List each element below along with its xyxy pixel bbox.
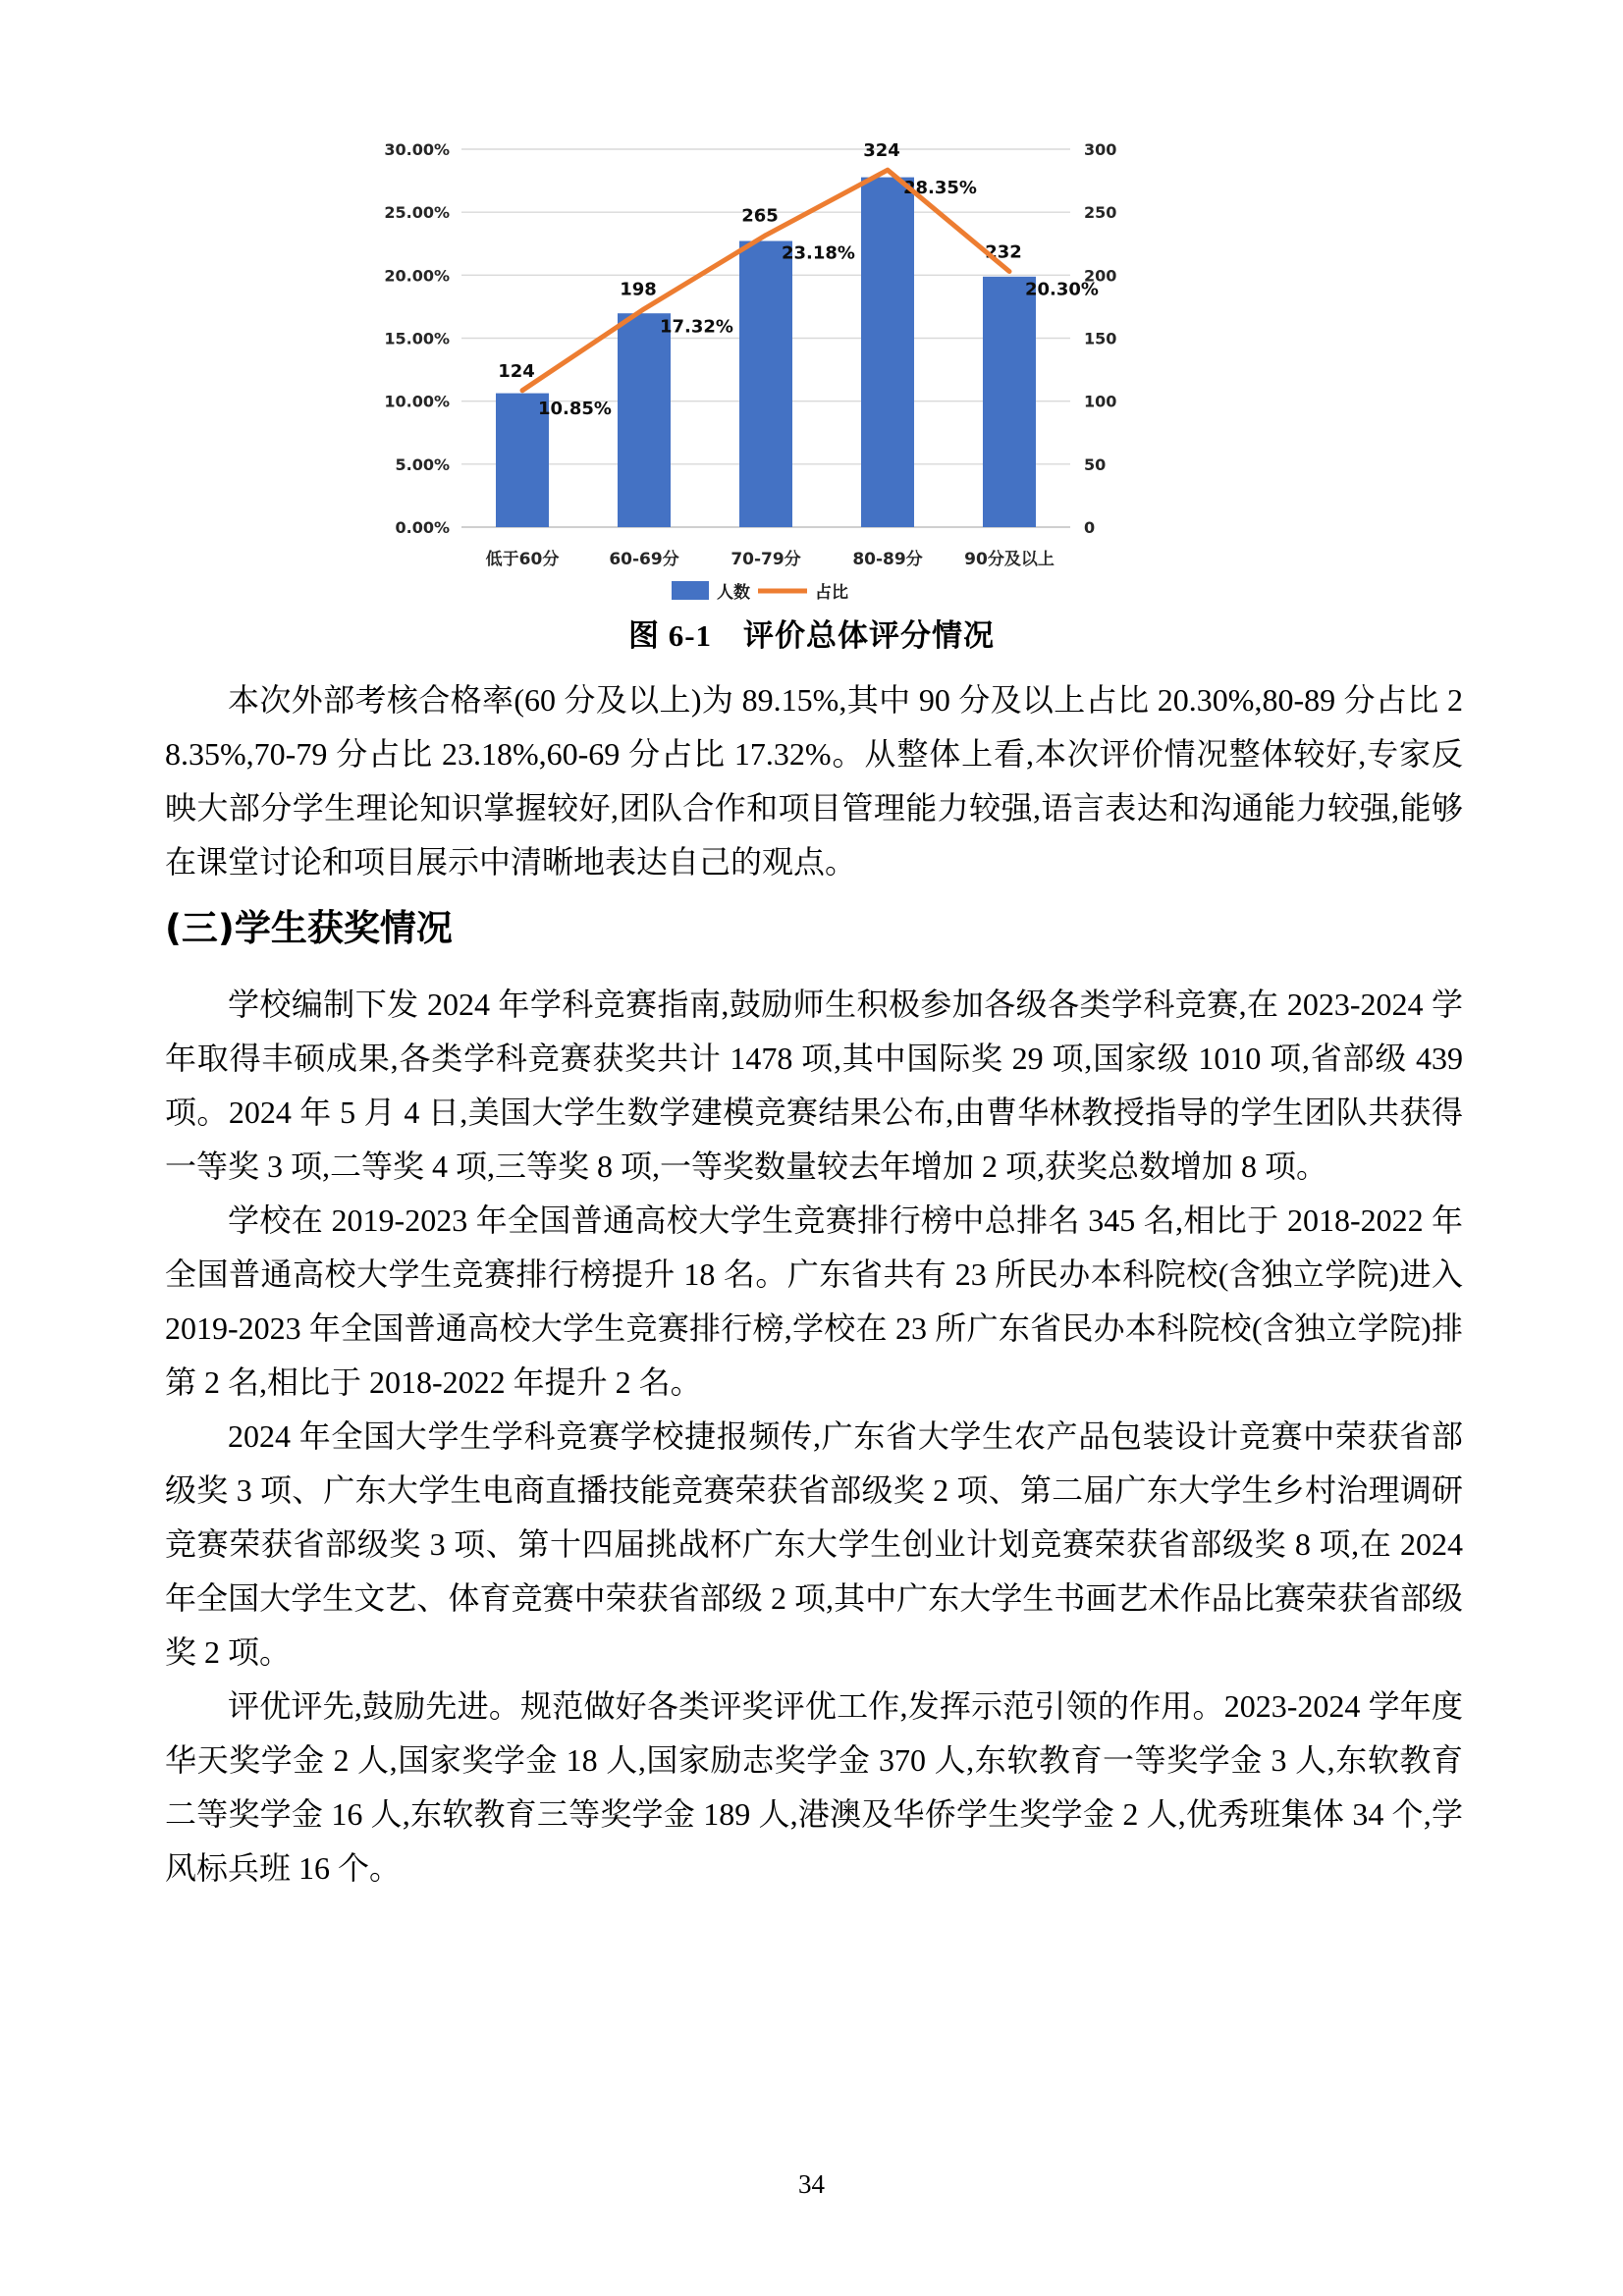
- count-label: 324: [863, 140, 900, 162]
- figure-caption: 图 6-1 评价总体评分情况: [627, 618, 996, 653]
- legend-bar-swatch: [672, 581, 709, 600]
- count-label: 232: [985, 241, 1022, 263]
- left-axis-tick: 15.00%: [384, 329, 450, 348]
- bar-3: [861, 178, 914, 527]
- right-axis-tick: 150: [1084, 329, 1117, 348]
- percent-label: 20.30%: [1025, 279, 1099, 300]
- left-axis-tick: 30.00%: [384, 140, 450, 159]
- percent-label: 28.35%: [903, 178, 977, 199]
- legend-label-renshu: 人数: [717, 583, 750, 603]
- right-axis-tick: 50: [1084, 454, 1107, 474]
- paragraph-competition-overview: 学校编制下发 2024 年学科竞赛指南,鼓励师生积极参加各级各类学科竞赛,在 2023-2024 学年取得丰硕成果,各类学科竞赛获奖共计 1478 项,其中国际奖 29 项,国家级 1010 项,省部级 439 项。2024 年 5 月 4 日,美国大学生数学建模竞赛结果公布,由曹华林教授指导的学生团队共获得一等奖 3 项,二等奖 4 项,三等奖 8 项,一等奖数量较去年增加 2 项,获奖总数增加 8 项。: [165, 987, 1463, 1184]
- percent-label: 23.18%: [782, 242, 855, 264]
- count-label: 265: [741, 205, 779, 227]
- bar-1: [618, 313, 671, 527]
- left-axis-tick: 10.00%: [384, 392, 450, 411]
- score-distribution-chart: [346, 126, 1131, 621]
- right-axis-tick: 250: [1084, 203, 1117, 223]
- chart-figure: [346, 126, 1131, 621]
- category-label: 70-79分: [730, 550, 801, 569]
- percent-label: 17.32%: [660, 316, 733, 338]
- bar-2: [739, 241, 792, 528]
- paragraph-ranking: 学校在 2019-2023 年全国普通高校大学生竞赛排行榜中总排名 345 名,相比于 2018-2022 年全国普通高校大学生竞赛排行榜提升 18 名。广东省共有 23 所民办本科院校(含独立学院)进入 2019-2023 年全国普通高校大学生竞赛排行榜,学校在 23 所广东省民办本科院校(含独立学院)排第 2 名,相比于 2018-2022 年提升 2 名。: [165, 1202, 1463, 1400]
- category-label: 60-69分: [609, 550, 679, 569]
- content-block: [165, 673, 1463, 1896]
- right-axis-tick: 200: [1084, 266, 1117, 286]
- right-axis-tick: 0: [1084, 518, 1096, 537]
- paragraph-awards-2024: 2024 年全国大学生学科竞赛学校捷报频传,广东省大学生农产品包装设计竞赛中荣获省部级奖 3 项、广东大学生电商直播技能竞赛荣获省部级奖 2 项、第二届广东大学生乡村治理调研竞赛荣获省部级奖 3 项、第十四届挑战杯广东大学生创业计划竞赛荣获省部级奖 8 项,在 2024 年全国大学生文艺、体育竞赛中荣获省部级 2 项,其中广东大学生书画艺术作品比赛荣获省部级奖 2 项。: [165, 1418, 1463, 1670]
- legend-label-zhanbi: 占比: [815, 583, 848, 603]
- page-number: 34: [798, 2169, 825, 2199]
- category-label: 90分及以上: [964, 550, 1055, 569]
- percent-label: 10.85%: [538, 398, 612, 419]
- right-axis-tick: 100: [1084, 392, 1117, 411]
- bar-4: [983, 277, 1036, 527]
- category-label: 80-89分: [852, 550, 923, 569]
- paragraph-scholarships: 评优评先,鼓励先进。规范做好各类评奖评优工作,发挥示范引领的作用。2023-2024 学年度华天奖学金 2 人,国家奖学金 18 人,国家励志奖学金 370 人,东软教育一等奖学金 3 人,东软教育二等奖学金 16 人,东软教育三等奖学金 189 人,港澳及华侨学生奖学金 2 人,优秀班集体 34 个,学风标兵班 16 个。: [165, 1688, 1463, 1886]
- right-axis-tick: 300: [1084, 140, 1117, 159]
- left-axis-tick: 20.00%: [384, 266, 450, 286]
- left-axis-tick: 5.00%: [395, 454, 450, 474]
- category-label: 低于60分: [485, 550, 560, 569]
- count-label: 124: [498, 360, 535, 382]
- paragraph-exam-results: 本次外部考核合格率(60 分及以上)为 89.15%,其中 90 分及以上占比 20.30%,80-89 分占比 28.35%,70-79 分占比 23.18%,60-69 分占比 17.32%。从整体上看,本次评价情况整体较好,专家反映大部分学生理论知识掌握较好,团队合作和项目管理能力较强,语言表达和沟通能力较强,能够在课堂讨论和项目展示中清晰地表达自己的观点。: [165, 682, 1463, 880]
- left-axis-tick: 25.00%: [384, 203, 450, 223]
- left-axis-tick: 0.00%: [395, 518, 450, 537]
- count-label: 198: [620, 279, 657, 300]
- section-heading: (三)学生获奖情况: [165, 907, 453, 949]
